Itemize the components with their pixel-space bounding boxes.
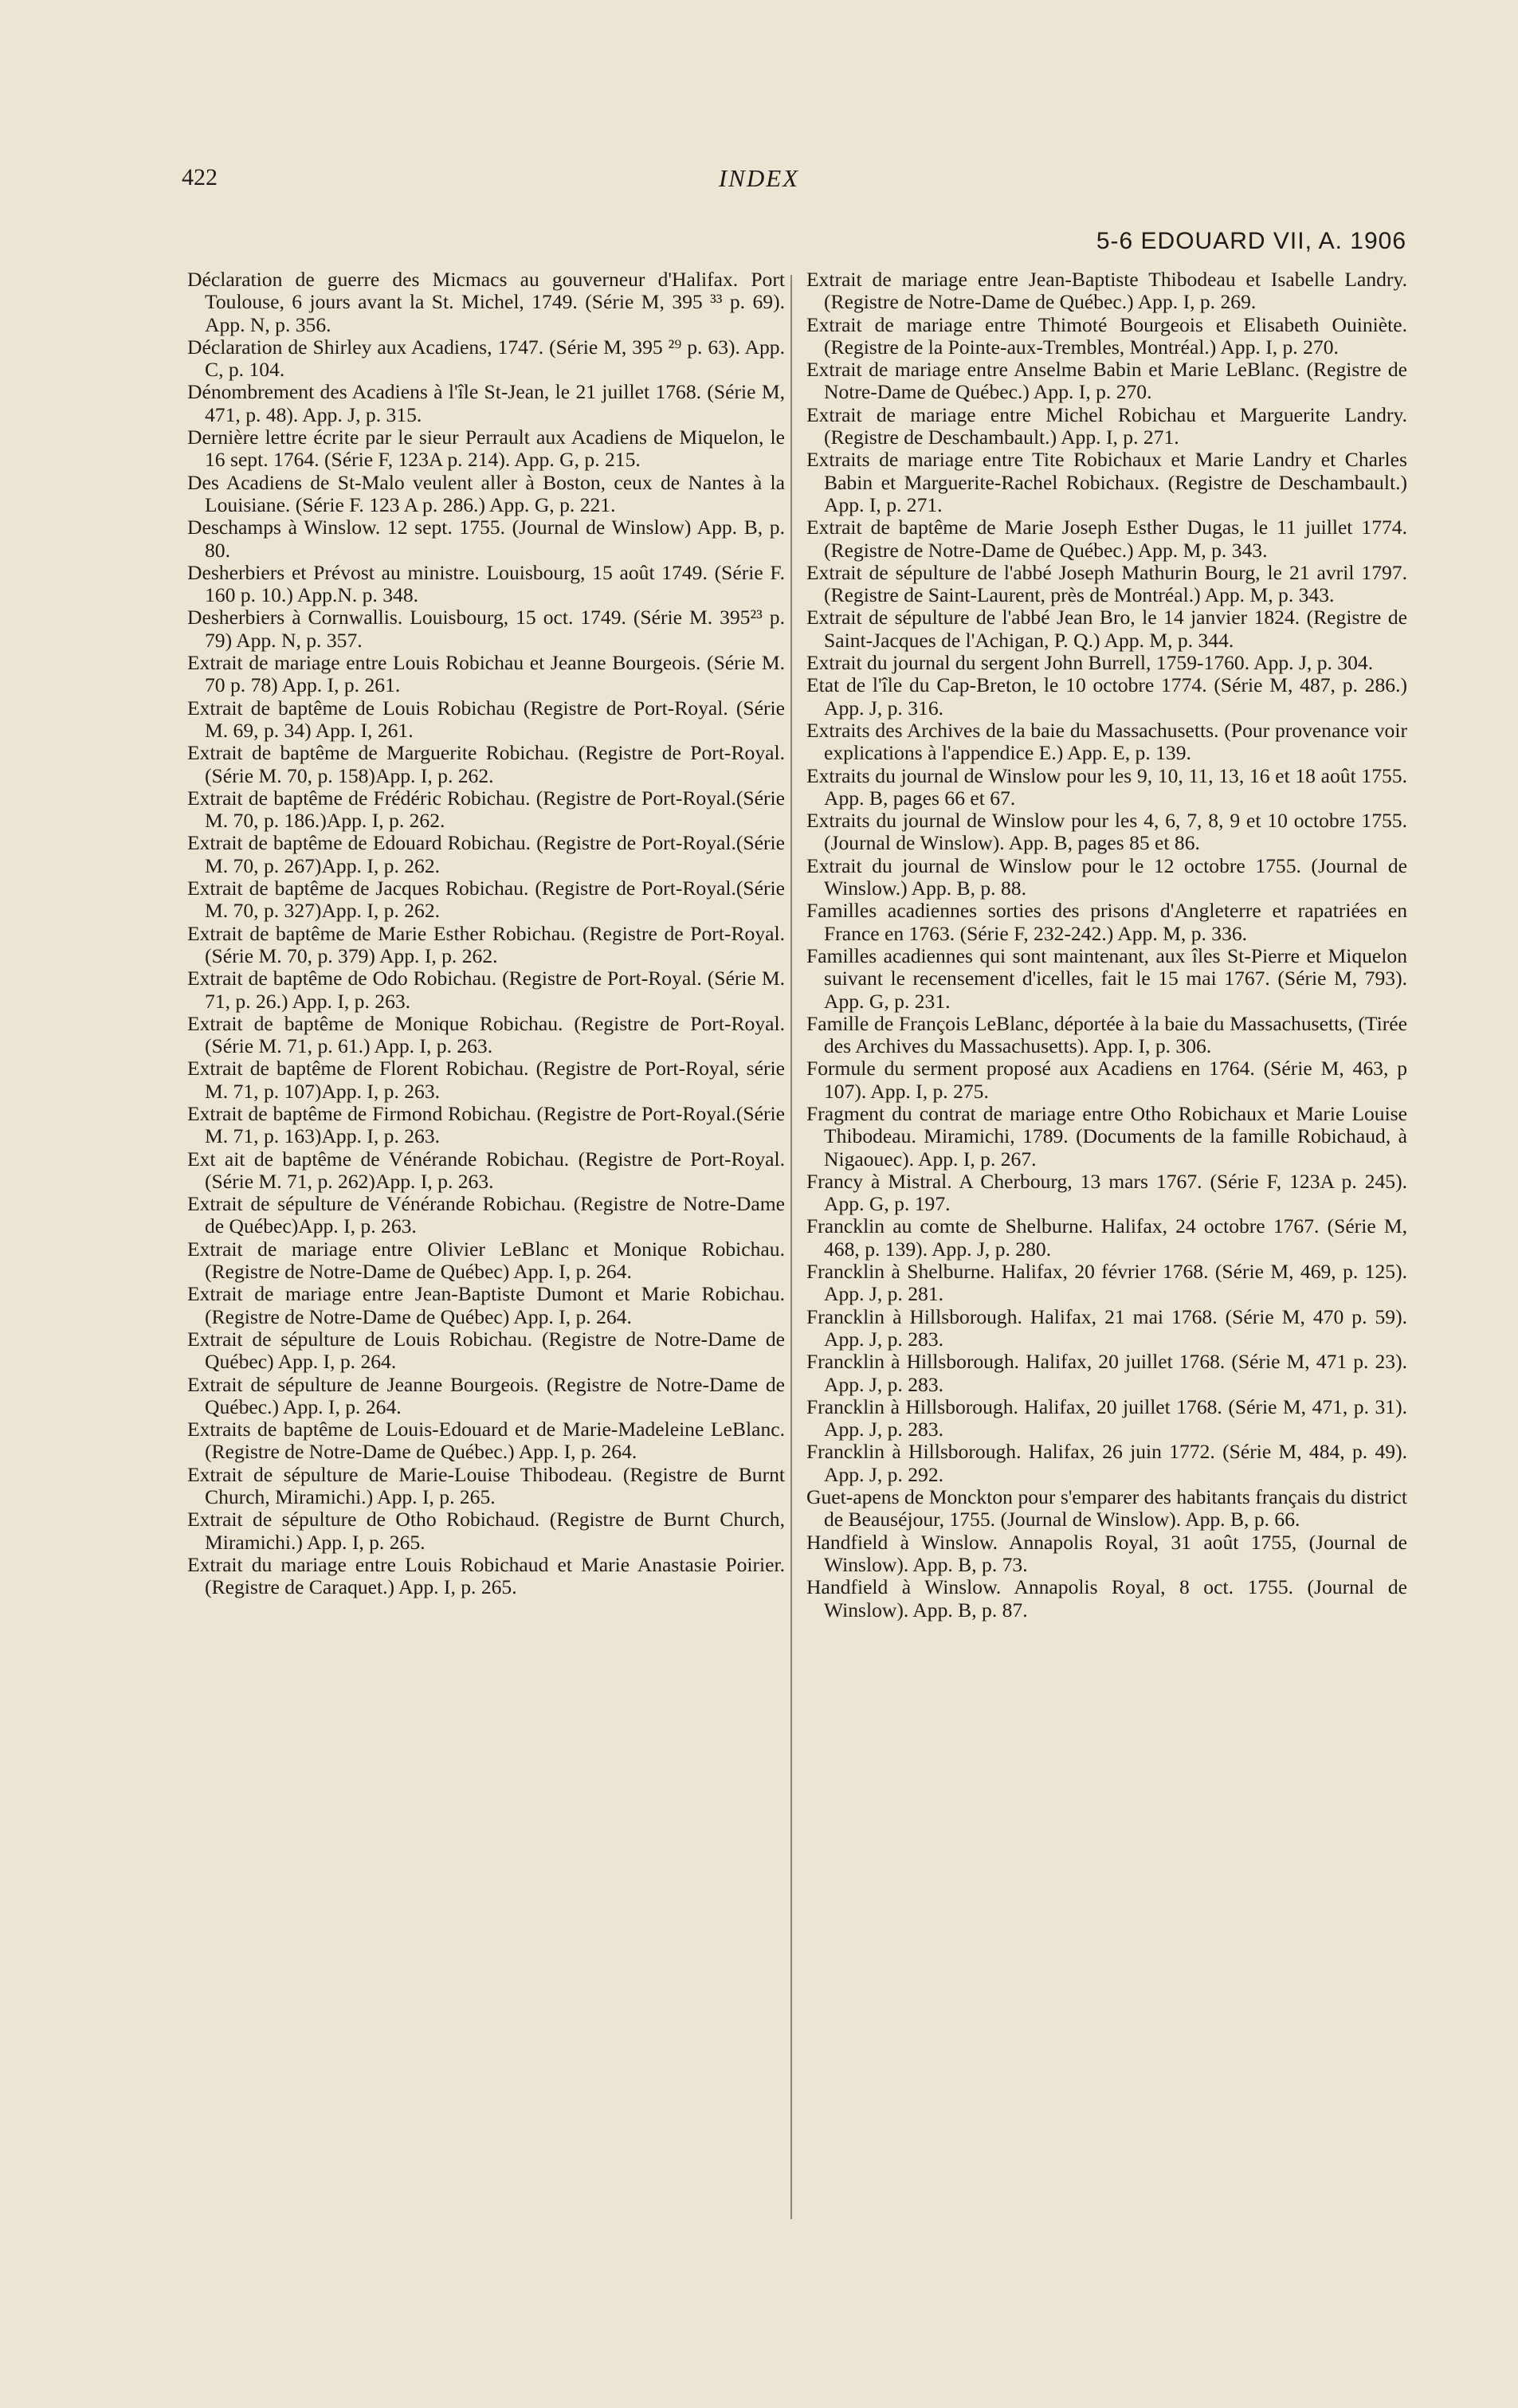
index-entry: Handfield à Winslow. Annapolis Royal, 31 août 1755, (Journal de Winslow). App. B, p. 73. (806, 1530, 1407, 1576)
index-entry: Extrait de mariage entre Michel Robichau et Marguerite Landry. (Registre de Deschambault.) App. I, p. 271. (806, 402, 1407, 449)
index-entry: Extrait de baptême de Marie Joseph Esther Dugas, le 11 juillet 1774. (Registre de Notre-Dame de Québec.) App. M, p. 343. (806, 516, 1407, 562)
index-entry: Dénombrement des Acadiens à l'île St-Jean, le 21 juillet 1768. (Série M, 471, p. 48). App. J, p. 315. (187, 380, 785, 426)
index-entry: Extrait du journal de Winslow pour le 12 octobre 1755. (Journal de Winslow.) App. B, p. 88. (806, 853, 1407, 900)
index-entry: Extrait de baptême de Odo Robichau. (Registre de Port-Royal. (Série M. 71, p. 26.) App. I, p. 263. (187, 967, 785, 1013)
index-entry: Extrait de sépulture de Vénérande Robichau. (Registre de Notre-Dame de Québec)App. I, p. 263. (187, 1192, 785, 1238)
index-entry: Francklin à Hillsborough. Halifax, 26 juin 1772. (Série M, 484, p. 49). App. J, p. 292. (806, 1440, 1407, 1486)
index-entry: Des Acadiens de St-Malo veulent aller à Boston, ceux de Nantes à la Louisiane. (Série F. 123 A p. 286.) App. G, p. 221. (187, 470, 785, 516)
index-entry: Desherbiers à Cornwallis. Louisbourg, 15 oct. 1749. (Série M. 395²³ p. 79) App. N, p. 357. (187, 606, 785, 652)
index-entry: Extrait de baptême de Marguerite Robichau. (Registre de Port-Royal.(Série M. 70, p. 158)App. I, p. 262. (187, 741, 785, 787)
index-entry: Francklin à Hillsborough. Halifax, 21 mai 1768. (Série M, 470 p. 59). App. J, p. 283. (806, 1304, 1407, 1351)
index-entry: Extrait de mariage entre Louis Robichau et Jeanne Bourgeois. (Série M. 70 p. 78) App. I, p. 261. (187, 651, 785, 697)
index-entry: Guet-apens de Monckton pour s'emparer des habitants français du district de Beauséjour, 1755. (Journal de Winslow). App. B, p. 66. (806, 1485, 1407, 1531)
running-title: INDEX (718, 164, 800, 192)
index-entry: Extrait de sépulture de Otho Robichaud. (Registre de Burnt Church, Miramichi.) App. I, p. 265. (187, 1508, 785, 1554)
column-divider (790, 275, 792, 2219)
index-entry: Extrait de baptême de Florent Robichau. (Registre de Port-Royal, série M. 71, p. 107)App. I, p. 263. (187, 1057, 785, 1103)
index-entry: Extraits du journal de Winslow pour les 9, 10, 11, 13, 16 et 18 août 1755. App. B, pages 66 et 67. (806, 763, 1407, 810)
index-entry: Familles acadiennes qui sont maintenant, aux îles St-Pierre et Miquelon suivant le recensement d'icelles, fait le 15 mai 1767. (Série M, 793). App. G, p. 231. (806, 943, 1407, 1013)
index-entry: Handfield à Winslow. Annapolis Royal, 8 oct. 1755. (Journal de Winslow). App. B, p. 87. (806, 1575, 1407, 1622)
index-entry: Dernière lettre écrite par le sieur Perrault aux Acadiens de Miquelon, le 16 sept. 1764. (Série F, 123A p. 214). App. G, p. 215. (187, 426, 785, 472)
index-entry: Francy à Mistral. A Cherbourg, 13 mars 1767. (Série F, 123A p. 245). App. G, p. 197. (806, 1169, 1407, 1216)
index-entry: Francklin à Hillsborough. Halifax, 20 juillet 1768. (Série M, 471, p. 31). App. J, p. 283. (806, 1394, 1407, 1441)
index-entry: Extraits du journal de Winslow pour les 4, 6, 7, 8, 9 et 10 octobre 1755. (Journal de Winslow). App. B, pages 85 et 86. (806, 809, 1407, 855)
index-entry: Extrait de sépulture de l'abbé Jean Bro, le 14 janvier 1824. (Registre de Saint-Jacques de l'Achigan, P. Q.) App. M, p. 344. (806, 606, 1407, 652)
index-entry: Ext ait de baptême de Vénérande Robichau. (Registre de Port-Royal.(Série M. 71, p. 262)App. I, p. 263. (187, 1147, 785, 1193)
index-entry: Desherbiers et Prévost au ministre. Louisbourg, 15 août 1749. (Série F. 160 p. 10.) App.N. p. 348. (187, 560, 785, 607)
session-label: 5-6 EDOUARD VII, A. 1906 (1096, 228, 1406, 254)
page-number: 422 (182, 164, 218, 190)
index-entry: Extrait de mariage entre Olivier LeBlanc et Monique Robichau. (Registre de Notre-Dame de Québec) App. I, p. 264. (187, 1237, 785, 1284)
index-entry: Extrait de mariage entre Jean-Baptiste Thibodeau et Isabelle Landry. (Registre de Notre-Dame de Québec.) App. I, p. 269. (806, 268, 1407, 314)
index-entry: Extrait de baptême de Frédéric Robichau. (Registre de Port-Royal.(Série M. 70, p. 186.)App. I, p. 262. (187, 786, 785, 833)
index-entry: Francklin au comte de Shelburne. Halifax, 24 octobre 1767. (Série M, 468, p. 139). App. J, p. 280. (806, 1214, 1407, 1261)
index-entry: Etat de l'île du Cap-Breton, le 10 octobre 1774. (Série M, 487, p. 286.) App. J, p. 316. (806, 673, 1407, 720)
index-entry: Francklin à Shelburne. Halifax, 20 février 1768. (Série M, 469, p. 125). App. J, p. 281. (806, 1260, 1407, 1306)
index-entry: Extrait de sépulture de Jeanne Bourgeois. (Registre de Notre-Dame de Québec.) App. I, p. 264. (187, 1372, 785, 1418)
index-entry: Extraits des Archives de la baie du Massachusetts. (Pour provenance voir explications à l'appendice E.) App. E, p. 139. (806, 718, 1407, 765)
index-entry: Déclaration de guerre des Micmacs au gouverneur d'Halifax. Port Toulouse, 6 jours avant la St. Michel, 1749. (Série M, 395 ³³ p. 69). App. N, p. 356. (187, 268, 785, 336)
index-entry: Fragment du contrat de mariage entre Otho Robichaux et Marie Louise Thibodeau. Miramichi, 1789. (Documents de la famille Robichaud, à Nigaouec). App. I, p. 267. (806, 1101, 1407, 1171)
index-entry: Extrait de baptême de Firmond Robichau. (Registre de Port-Royal.(Série M. 71, p. 163)App. I, p. 263. (187, 1101, 785, 1148)
index-entry: Extrait de sépulture de Louis Robichau. (Registre de Notre-Dame de Québec) App. I, p. 264. (187, 1327, 785, 1374)
index-entry: Deschamps à Winslow. 12 sept. 1755. (Journal de Winslow) App. B, p. 80. (187, 516, 785, 562)
left-column (187, 269, 785, 1599)
index-entry: Extrait de sépulture de Marie-Louise Thibodeau. (Registre de Burnt Church, Miramichi.) App. I, p. 265. (187, 1462, 785, 1509)
index-entry: Extraits de baptême de Louis-Edouard et de Marie-Madeleine LeBlanc. (Registre de Notre-Dame de Québec.) App. I, p. 264. (187, 1418, 785, 1464)
index-entry: Extraits de mariage entre Tite Robichaux et Marie Landry et Charles Babin et Marguerite-Rachel Robichaux. (Registre de Deschambault.) App. I, p. 271. (806, 448, 1407, 516)
index-entry: Famille de François LeBlanc, déportée à la baie du Massachusetts, (Tirée des Archives du Massachusetts). App. I, p. 306. (806, 1011, 1407, 1058)
index-entry: Familles acadiennes sorties des prisons d'Angleterre et rapatriées en France en 1763. (Série F, 232-242.) App. M, p. 336. (806, 899, 1407, 945)
index-entry: Francklin à Hillsborough. Halifax, 20 juillet 1768. (Série M, 471 p. 23). App. J, p. 283. (806, 1350, 1407, 1396)
index-entry: Déclaration de Shirley aux Acadiens, 1747. (Série M, 395 ²⁹ p. 63). App. C, p. 104. (187, 335, 785, 382)
index-entry: Extrait de baptême de Edouard Robichau. (Registre de Port-Royal.(Série M. 70, p. 267)App. I, p. 262. (187, 831, 785, 877)
index-entry: Extrait de mariage entre Jean-Baptiste Dumont et Marie Robichau. (Registre de Notre-Dame de Québec) App. I, p. 264. (187, 1282, 785, 1328)
index-entry: Extrait de baptême de Marie Esther Robichau. (Registre de Port-Royal. (Série M. 70, p. 379) App. I, p. 262. (187, 921, 785, 967)
index-entry: Extrait du mariage entre Louis Robichaud et Marie Anastasie Poirier. (Registre de Caraquet.) App. I, p. 265. (187, 1552, 785, 1599)
index-entry: Extrait de sépulture de l'abbé Joseph Mathurin Bourg, le 21 avril 1797. (Registre de Saint-Laurent, près de Montréal.) App. M, p. 343. (806, 560, 1407, 607)
index-entry: Extrait de mariage entre Anselme Babin et Marie LeBlanc. (Registre de Notre-Dame de Québec.) App. I, p. 270. (806, 358, 1407, 404)
index-entry: Extrait de baptême de Jacques Robichau. (Registre de Port-Royal.(Série M. 70, p. 327)App. I, p. 262. (187, 877, 785, 923)
index-entry: Extrait de baptême de Monique Robichau. (Registre de Port-Royal. (Série M. 71, p. 61.) App. I, p. 263. (187, 1011, 785, 1058)
right-column (806, 269, 1407, 1622)
index-entry: Extrait du journal du sergent John Burrell, 1759-1760. App. J, p. 304. (806, 651, 1374, 675)
index-entry: Extrait de mariage entre Thimoté Bourgeois et Elisabeth Ouiniète. (Registre de la Pointe-aux-Trembles, Montréal.) App. I, p. 270. (806, 312, 1407, 359)
index-entry: Formule du serment proposé aux Acadiens en 1764. (Série M, 463, p 107). App. I, p. 275. (806, 1057, 1407, 1103)
index-entry: Extrait de baptême de Louis Robichau (Registre de Port-Royal. (Série M. 69, p. 34) App. I, 261. (187, 696, 785, 742)
